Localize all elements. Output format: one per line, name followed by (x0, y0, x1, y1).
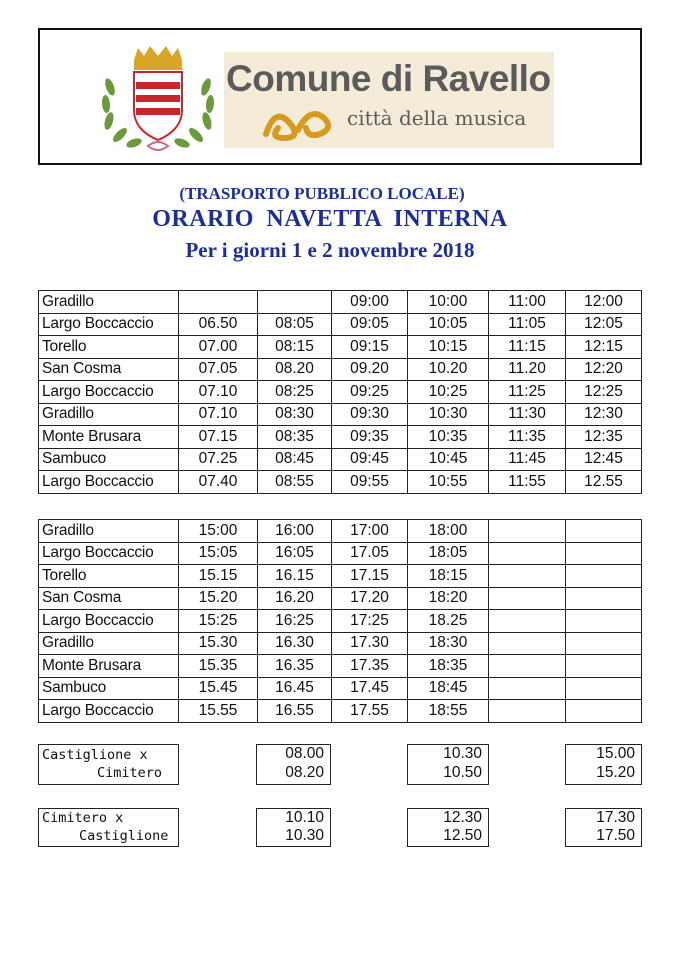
departure-time-cell (566, 542, 642, 565)
stop-name-cell: Largo Boccaccio (39, 381, 179, 404)
route-time: 15.20 (596, 764, 635, 781)
table-row (39, 381, 642, 404)
route-label-line2: Cimitero (97, 765, 163, 781)
departure-time-cell: 18.25 (408, 610, 489, 633)
departure-time-cell: 09:45 (332, 448, 408, 471)
stop-name-cell: San Cosma (39, 358, 179, 381)
heading-giorni: Per i giorni 1 e 2 novembre 2018 (185, 238, 475, 262)
departure-time-cell: 15.35 (179, 655, 258, 678)
stop-name-cell: Monte Brusara (39, 655, 179, 678)
stop-name-cell: Torello (39, 565, 179, 588)
stop-name-cell: Gradillo (39, 520, 179, 543)
departure-time-cell: 15:05 (179, 542, 258, 565)
table-row (39, 700, 642, 723)
route-time: 10.10 (285, 809, 324, 826)
departure-time-cell: 16.55 (258, 700, 332, 723)
route-label-castiglione-cimitero (38, 744, 179, 785)
departure-time-cell: 16:05 (258, 542, 332, 565)
stop-name-cell: Largo Boccaccio (39, 471, 179, 494)
departure-time-cell: 15:25 (179, 610, 258, 633)
table-row (39, 313, 642, 336)
route-times-box (256, 808, 331, 847)
departure-time-cell: 15.20 (179, 587, 258, 610)
route-times-box (407, 808, 489, 847)
departure-time-cell: 16:25 (258, 610, 332, 633)
route-label-line2: Castiglione (79, 828, 169, 844)
departure-time-cell: 16.35 (258, 655, 332, 678)
table-row (39, 610, 642, 633)
route-time: 08.00 (285, 745, 324, 762)
heading-orario: ORARIO NAVETTA INTERNA (152, 206, 508, 232)
departure-time-cell: 10:05 (408, 313, 489, 336)
departure-time-cell (489, 655, 566, 678)
departure-time-cell: 18:30 (408, 632, 489, 655)
departure-time-cell: 09:15 (332, 336, 408, 359)
route-label-line1: Castiglione x (42, 747, 148, 763)
departure-time-cell: 17.05 (332, 542, 408, 565)
departure-time-cell (489, 520, 566, 543)
departure-time-cell (489, 632, 566, 655)
departure-time-cell: 15.45 (179, 677, 258, 700)
departure-time-cell: 12:15 (566, 336, 642, 359)
departure-time-cell: 17.20 (332, 587, 408, 610)
departure-time-cell: 18:05 (408, 542, 489, 565)
departure-time-cell (566, 610, 642, 633)
departure-time-cell: 10:15 (408, 336, 489, 359)
route-label-line1: Cimitero x (42, 810, 124, 826)
departure-time-cell (566, 520, 642, 543)
table-row (39, 291, 642, 314)
departure-time-cell (566, 677, 642, 700)
stop-name-cell: Sambuco (39, 448, 179, 471)
table-row (39, 587, 642, 610)
stop-name-cell: Largo Boccaccio (39, 542, 179, 565)
route-time: 17.50 (596, 827, 635, 844)
departure-time-cell: 12:35 (566, 426, 642, 449)
departure-time-cell: 08.20 (258, 358, 332, 381)
stop-name-cell: Gradillo (39, 632, 179, 655)
departure-time-cell: 11:30 (489, 403, 566, 426)
departure-time-cell (489, 610, 566, 633)
departure-time-cell: 09:35 (332, 426, 408, 449)
departure-time-cell: 10:25 (408, 381, 489, 404)
route-time: 10.50 (443, 764, 482, 781)
departure-time-cell: 10:30 (408, 403, 489, 426)
route-times-box (565, 808, 642, 847)
table-row (39, 471, 642, 494)
departure-time-cell (566, 700, 642, 723)
stop-name-cell: San Cosma (39, 587, 179, 610)
departure-time-cell: 09:55 (332, 471, 408, 494)
departure-time-cell: 17:00 (332, 520, 408, 543)
subtitle: città della musica (347, 106, 527, 130)
table-row (39, 565, 642, 588)
departure-time-cell: 15.15 (179, 565, 258, 588)
stop-name-cell: Monte Brusara (39, 426, 179, 449)
table-row (39, 520, 642, 543)
departure-time-cell: 09:00 (332, 291, 408, 314)
route-time: 12.30 (443, 809, 482, 826)
departure-time-cell: 11:45 (489, 448, 566, 471)
departure-time-cell: 10:55 (408, 471, 489, 494)
departure-time-cell: 10:45 (408, 448, 489, 471)
stop-name-cell: Largo Boccaccio (39, 610, 179, 633)
departure-time-cell: 15.55 (179, 700, 258, 723)
departure-time-cell: 18:55 (408, 700, 489, 723)
departure-time-cell: 11:15 (489, 336, 566, 359)
departure-time-cell: 07.05 (179, 358, 258, 381)
departure-time-cell: 17.35 (332, 655, 408, 678)
departure-time-cell: 09:30 (332, 403, 408, 426)
departure-time-cell: 17.45 (332, 677, 408, 700)
departure-time-cell (489, 677, 566, 700)
departure-time-cell: 09:25 (332, 381, 408, 404)
departure-time-cell: 09:05 (332, 313, 408, 336)
departure-time-cell: 08:55 (258, 471, 332, 494)
table-row (39, 336, 642, 359)
departure-time-cell: 07.25 (179, 448, 258, 471)
table-row (39, 426, 642, 449)
departure-time-cell: 11:35 (489, 426, 566, 449)
ravello-crest-icon (96, 42, 220, 154)
departure-time-cell: 09.20 (332, 358, 408, 381)
departure-time-cell: 08:45 (258, 448, 332, 471)
morning-schedule-table (38, 290, 642, 494)
departure-time-cell: 07.00 (179, 336, 258, 359)
route-label-cimitero-castiglione (38, 808, 179, 847)
departure-time-cell: 07.10 (179, 403, 258, 426)
departure-time-cell: 11.20 (489, 358, 566, 381)
departure-time-cell: 17:25 (332, 610, 408, 633)
departure-time-cell: 08:30 (258, 403, 332, 426)
afternoon-schedule-table (38, 519, 642, 723)
departure-time-cell (489, 587, 566, 610)
departure-time-cell (179, 291, 258, 314)
route-time: 10.30 (285, 827, 324, 844)
departure-time-cell: 12.55 (566, 471, 642, 494)
table-row (39, 542, 642, 565)
departure-time-cell: 11:25 (489, 381, 566, 404)
heading-trasporto: (TRASPORTO PUBBLICO LOCALE) (179, 184, 465, 203)
departure-time-cell: 16.15 (258, 565, 332, 588)
comune-title: Comune di Ravello (226, 58, 551, 99)
departure-time-cell: 08:25 (258, 381, 332, 404)
departure-time-cell: 18:20 (408, 587, 489, 610)
departure-time-cell: 12:45 (566, 448, 642, 471)
route-time: 10.30 (443, 745, 482, 762)
departure-time-cell: 16.20 (258, 587, 332, 610)
table-row (39, 655, 642, 678)
stop-name-cell: Gradillo (39, 403, 179, 426)
stop-name-cell: Largo Boccaccio (39, 700, 179, 723)
stop-name-cell: Gradillo (39, 291, 179, 314)
departure-time-cell: 12:30 (566, 403, 642, 426)
route-times-box (256, 744, 331, 785)
departure-time-cell: 10:00 (408, 291, 489, 314)
departure-time-cell: 10:35 (408, 426, 489, 449)
departure-time-cell (489, 565, 566, 588)
departure-time-cell: 15:00 (179, 520, 258, 543)
table-row (39, 358, 642, 381)
departure-time-cell: 08:05 (258, 313, 332, 336)
departure-time-cell: 12:00 (566, 291, 642, 314)
departure-time-cell: 16:00 (258, 520, 332, 543)
music-logo-icon (258, 100, 338, 142)
departure-time-cell: 12:05 (566, 313, 642, 336)
departure-time-cell: 08:15 (258, 336, 332, 359)
departure-time-cell: 12:25 (566, 381, 642, 404)
stop-name-cell: Sambuco (39, 677, 179, 700)
route-time: 08.20 (285, 764, 324, 781)
departure-time-cell: 17.15 (332, 565, 408, 588)
route-time: 12.50 (443, 827, 482, 844)
route-time: 15.00 (596, 745, 635, 762)
departure-time-cell: 18:00 (408, 520, 489, 543)
departure-time-cell: 16.45 (258, 677, 332, 700)
departure-time-cell: 18:45 (408, 677, 489, 700)
departure-time-cell: 06.50 (179, 313, 258, 336)
stop-name-cell: Torello (39, 336, 179, 359)
table-row (39, 677, 642, 700)
departure-time-cell: 10.20 (408, 358, 489, 381)
departure-time-cell: 07.15 (179, 426, 258, 449)
departure-time-cell: 17.55 (332, 700, 408, 723)
departure-time-cell: 17.30 (332, 632, 408, 655)
departure-time-cell: 11:00 (489, 291, 566, 314)
departure-time-cell: 11:05 (489, 313, 566, 336)
departure-time-cell: 07.40 (179, 471, 258, 494)
departure-time-cell (489, 700, 566, 723)
table-row (39, 448, 642, 471)
header-box (38, 28, 642, 165)
departure-time-cell: 18:35 (408, 655, 489, 678)
departure-time-cell: 12:20 (566, 358, 642, 381)
departure-time-cell: 11:55 (489, 471, 566, 494)
stop-name-cell: Largo Boccaccio (39, 313, 179, 336)
route-times-box (565, 744, 642, 785)
departure-time-cell (566, 587, 642, 610)
departure-time-cell: 08:35 (258, 426, 332, 449)
departure-time-cell (566, 655, 642, 678)
departure-time-cell (258, 291, 332, 314)
table-row (39, 403, 642, 426)
departure-time-cell: 07.10 (179, 381, 258, 404)
departure-time-cell: 16.30 (258, 632, 332, 655)
departure-time-cell (566, 565, 642, 588)
departure-time-cell: 18:15 (408, 565, 489, 588)
departure-time-cell: 15.30 (179, 632, 258, 655)
departure-time-cell (566, 632, 642, 655)
table-row (39, 632, 642, 655)
departure-time-cell (489, 542, 566, 565)
route-time: 17.30 (596, 809, 635, 826)
route-times-box (407, 744, 489, 785)
